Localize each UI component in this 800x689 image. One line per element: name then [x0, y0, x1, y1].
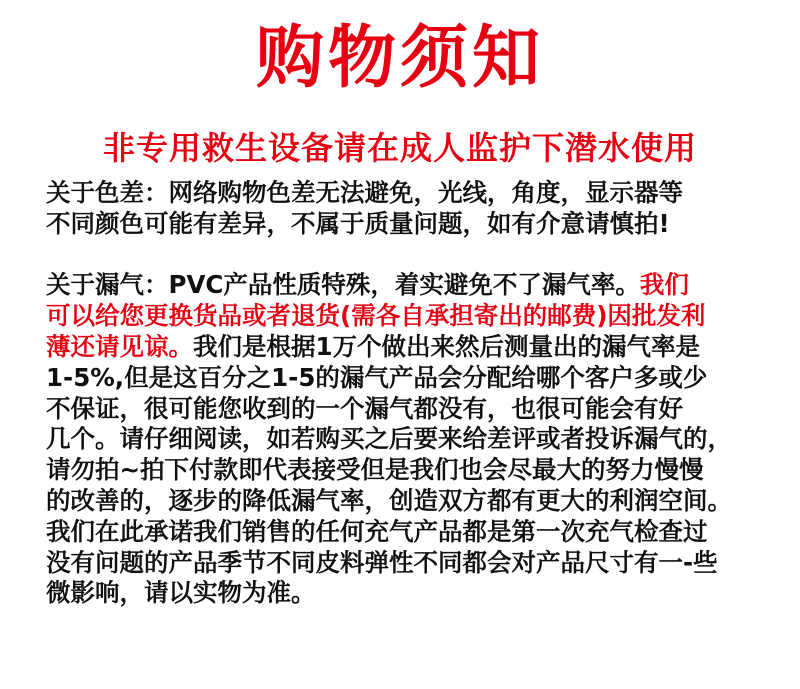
air-leak-line-2-highlight: 可以给您更换货品或者退货(需各自承担寄出的邮费)因批发利 [46, 301, 706, 331]
air-leak-line-8: 的改善的，逐步的降低漏气率，创造双方都有更大的利润空间。 [46, 485, 732, 515]
air-leak-line-3 [46, 332, 776, 363]
air-leak-rate-text: 我们是根据1万个做出来然后测量出的漏气率是 [193, 331, 701, 361]
color-difference-line-1: 关于色差：网络购物色差无法避免，光线，角度，显示器等 [46, 178, 683, 207]
air-leak-line-9: 我们在此承诺我们销售的任何充气产品都是第一次充气检查过 [46, 516, 708, 546]
notice-body [46, 178, 776, 609]
air-leak-highlight-start: 我们 [639, 270, 689, 300]
paragraph-spacer [46, 240, 776, 271]
air-leak-line-5: 不保证，很可能您收到的一个漏气都没有，也很可能会有好 [46, 393, 683, 423]
page-title: 购物须知 [255, 19, 544, 98]
air-leak-line-1 [46, 270, 776, 301]
color-difference-line-2: 不同颜色可能有差异，不属于质量问题，如有介意请慎拍! [46, 208, 670, 238]
safety-warning-subtitle: 非专用救生设备请在成人监护下潜水使用 [102, 129, 697, 167]
air-leak-line-7: 请勿拍~拍下付款即代表接受但是我们也会尽最大的努力慢慢 [46, 455, 704, 485]
air-leak-intro: 关于漏气：PVC产品性质特殊，着实避免不了漏气率。 [46, 270, 640, 300]
air-leak-line-10: 没有问题的产品季节不同皮料弹性不同都会对产品尺寸有一-些 [46, 547, 718, 577]
air-leak-line-6: 几个。请仔细阅读，如若购买之后要来给差评或者投诉漏气的， [46, 424, 732, 454]
air-leak-line-4: 1-5%,但是这百分之1-5的漏气产品会分配给哪个客户多或少 [46, 362, 708, 392]
air-leak-highlight-end: 薄还请见谅。 [46, 331, 193, 361]
air-leak-line-11: 微影响，请以实物为准。 [46, 578, 316, 608]
